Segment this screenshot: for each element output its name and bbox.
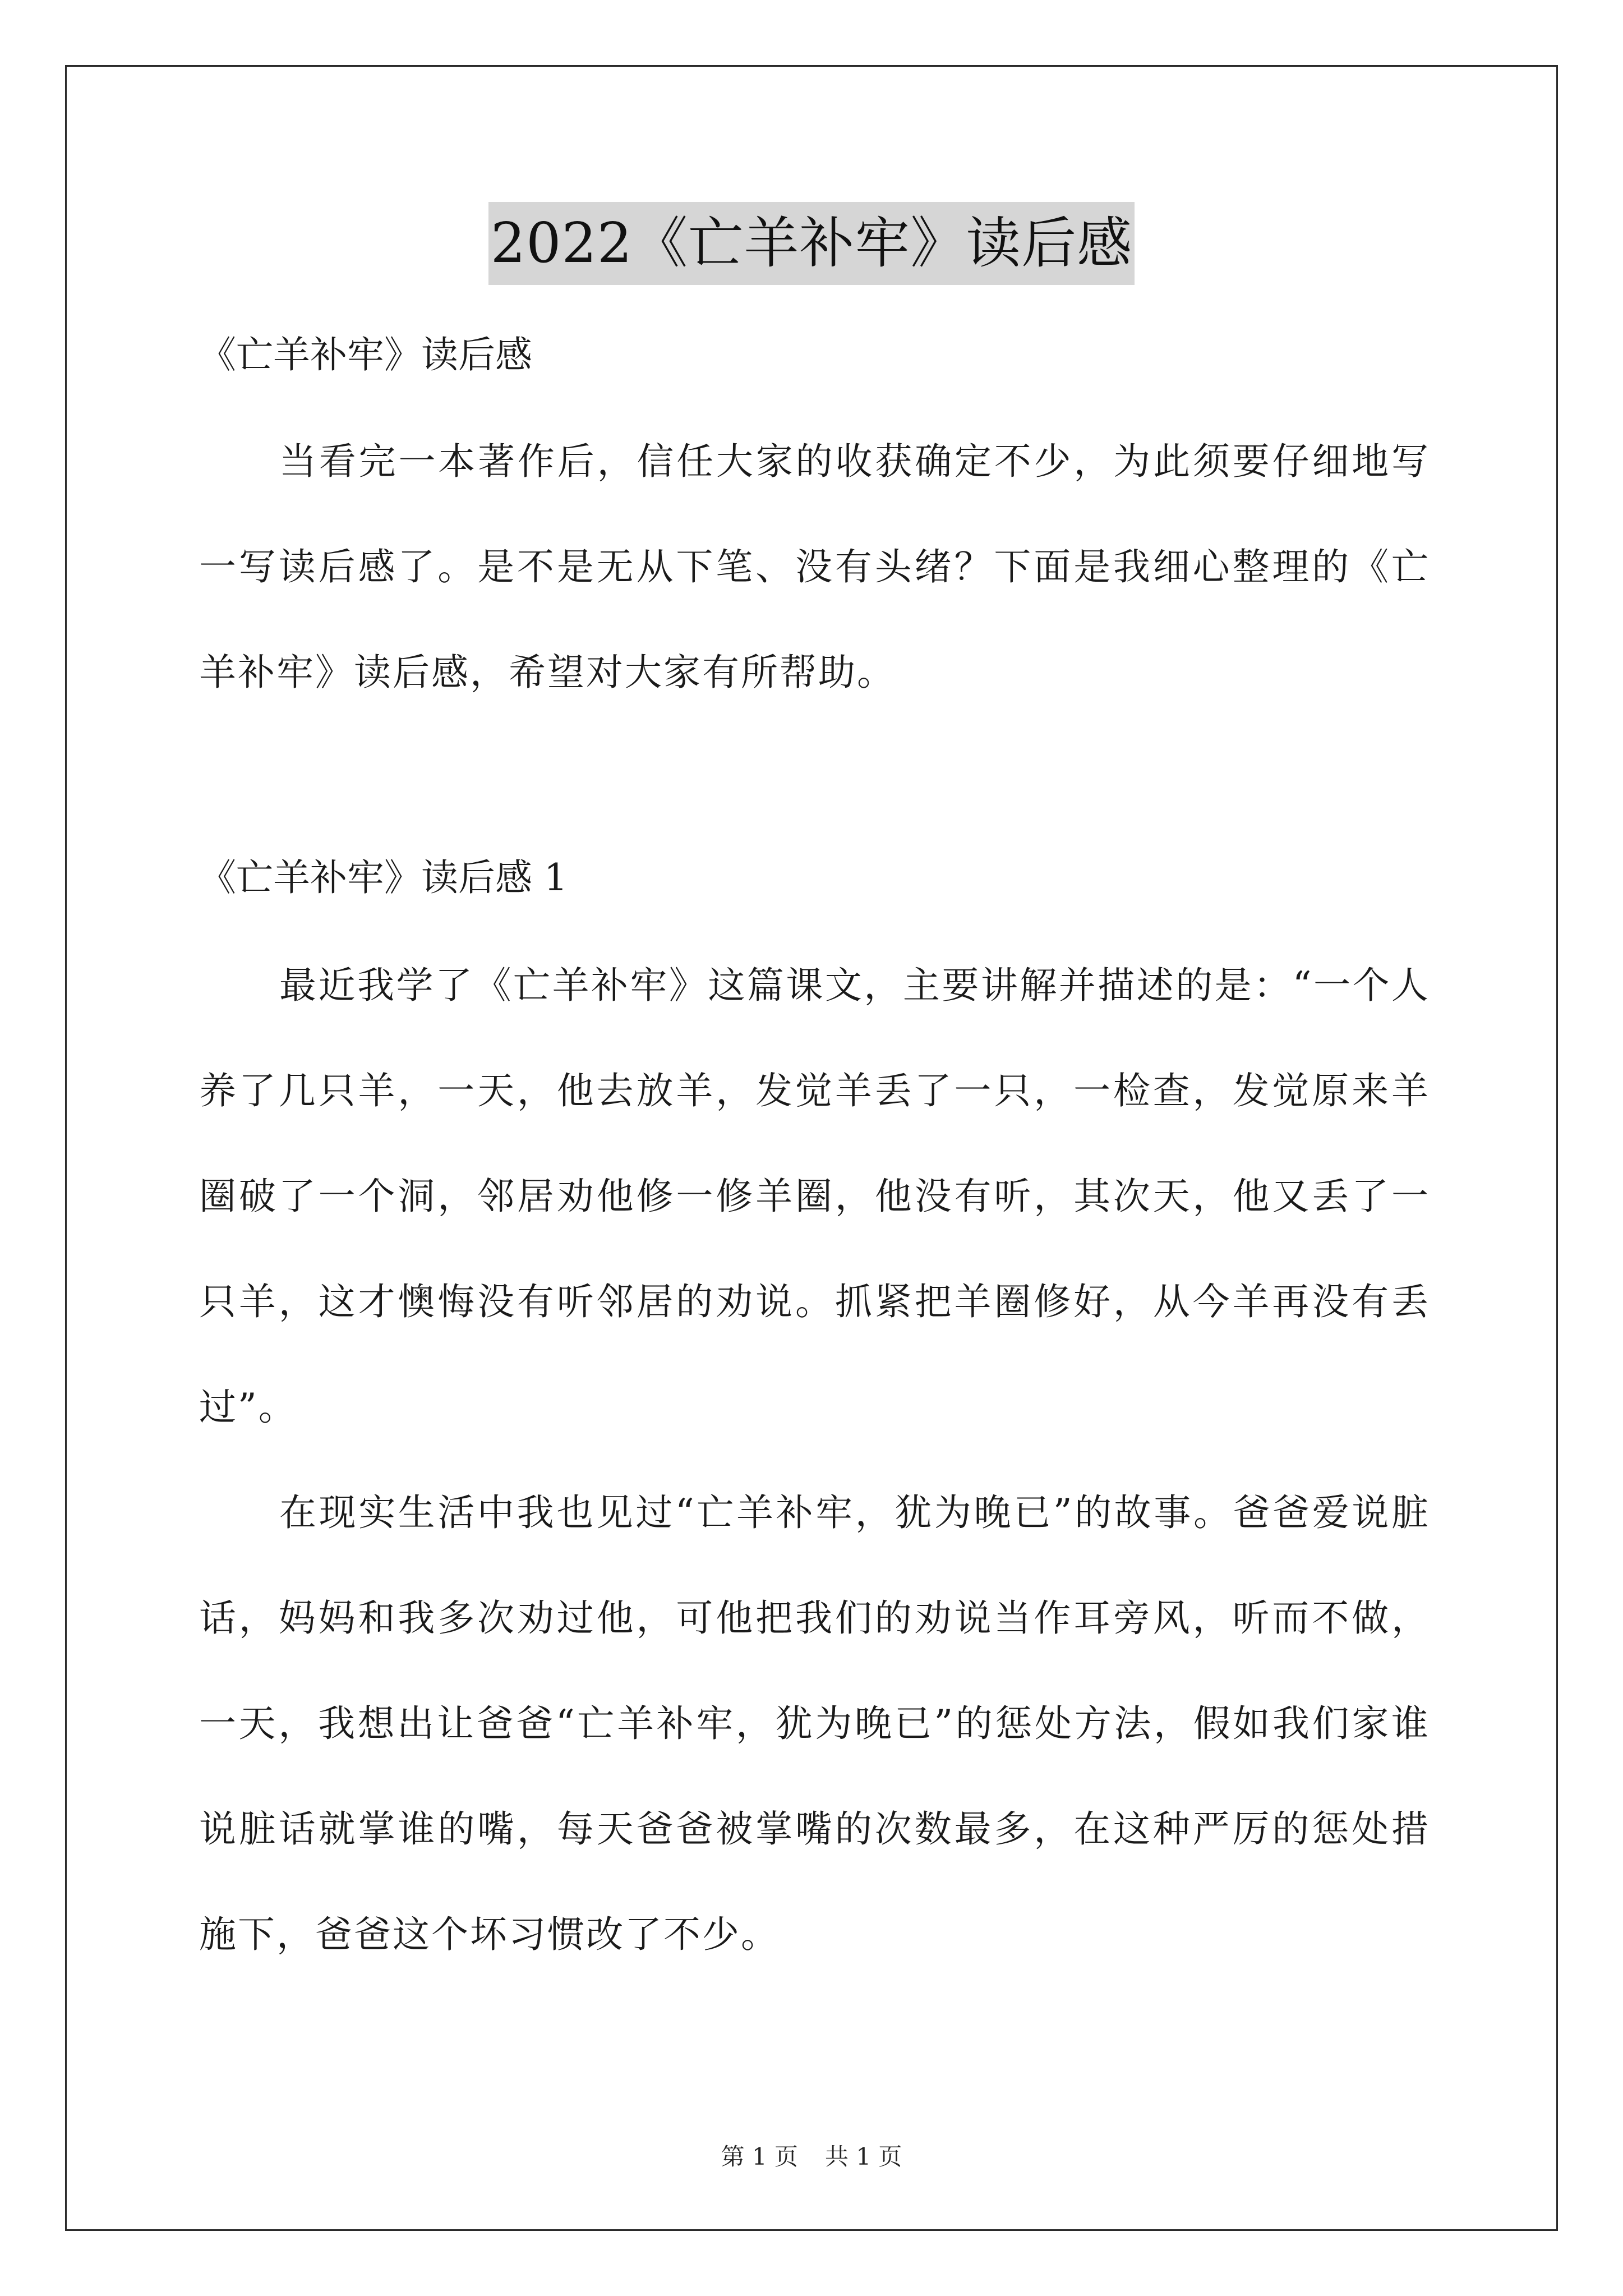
body-paragraph-2: 在现实生活中我也见过“亡羊补牢，犹为晚已”的故事。爸爸爱说脏话，妈妈和我多次劝过他，可他把我们的劝说当作耳旁风，听而不做，一天，我想出让爸爸“亡羊补牢，犹为晚已”的惩处方法，假如我们家谁说脏话就掌谁的嘴，每天爸爸被掌嘴的次数最多，在这种严厉的惩处措施下，爸爸这个坏习惯改了不少。 — [199, 1491, 1430, 1956]
document-title: 2022《亡羊补牢》读后感 — [488, 202, 1135, 285]
page-number: 第 1 页 — [721, 2143, 798, 2170]
section-heading: 《亡羊补牢》读后感 1 — [199, 856, 568, 899]
page-footer — [0, 2140, 1623, 2174]
subtitle-heading: 《亡羊补牢》读后感 — [199, 333, 532, 376]
body-paragraph-1: 最近我学了《亡羊补牢》这篇课文，主要讲解并描述的是：“一个人养了几只羊，一天，他去放羊，发觉羊丢了一只，一检查，发觉原来羊圈破了一个洞，邻居劝他修一修羊圈，他没有听，其次天，他又丢了一只羊，这才懊悔没有听邻居的劝说。抓紧把羊圈修好，从今羊再没有丢过”。 — [199, 964, 1430, 1429]
page-total: 共 1 页 — [825, 2143, 902, 2170]
title-container — [0, 202, 1623, 285]
intro-paragraph: 当看完一本著作后，信任大家的收获确定不少，为此须要仔细地写一写读后感了。是不是无从下笔、没有头绪？下面是我细心整理的《亡羊补牢》读后感，希望对大家有所帮助。 — [199, 440, 1430, 694]
document-body — [199, 306, 1430, 1987]
